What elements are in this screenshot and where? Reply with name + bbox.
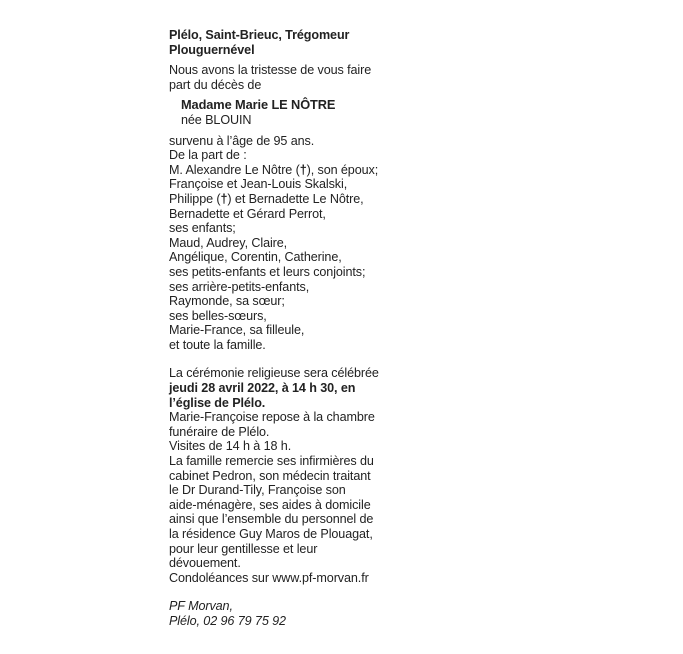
intro-line: Nous avons la tristesse de vous faire: [169, 63, 372, 78]
ceremony-line: Visites de 14 h à 18 h.: [169, 439, 292, 454]
family-line: Marie-France, sa filleule,: [169, 323, 305, 338]
header-line: Plouguernével: [169, 42, 255, 57]
ceremony-line: la résidence Guy Maros de Plouagat,: [169, 527, 373, 541]
notice-header-locations: [169, 28, 419, 57]
cross-icon: †: [220, 191, 228, 206]
family-line: Raymonde, sa sœur;: [169, 294, 285, 309]
deceased-block: [181, 98, 419, 127]
deceased-name: Madame Marie LE NÔTRE: [181, 97, 336, 113]
philippe-prefix: Philippe (: [169, 191, 221, 206]
condolences-line: Condoléances sur www.pf-morvan.fr: [169, 570, 369, 585]
husband-prefix: M. Alexandre Le Nôtre (: [169, 162, 300, 177]
family-line: Maud, Audrey, Claire,: [169, 235, 288, 250]
family-line: Bernadette et Gérard Perrot,: [169, 206, 326, 221]
funeral-home-signature: [169, 599, 419, 628]
ceremony-line: La famille remercie ses infirmières du: [169, 454, 374, 469]
ceremony-line: funéraire de Plélo.: [169, 424, 270, 439]
family-list: [169, 134, 419, 353]
age-line: survenu à l’âge de 95 ans.: [169, 133, 315, 148]
family-line: Françoise et Jean-Louis Skalski,: [169, 177, 348, 192]
philippe-line: [169, 192, 419, 207]
ceremony-line: cabinet Pedron, son médecin traitant: [169, 468, 371, 483]
from-line: De la part de :: [169, 148, 247, 163]
ceremony-line: Marie-Françoise repose à la chambre: [169, 410, 375, 425]
ceremony-line: ainsi que l’ensemble du personnel de: [169, 512, 374, 527]
philippe-suffix: ) et Bernadette Le Nôtre,: [227, 191, 364, 206]
footer-line: PF Morvan,: [169, 599, 233, 614]
family-line: Angélique, Corentin, Catherine,: [169, 250, 342, 265]
cross-icon: †: [299, 162, 307, 177]
ceremony-line: aide-ménagère, ses aides à domicile: [169, 497, 371, 512]
ceremony-place: l’église de Plélo.: [169, 395, 266, 410]
family-line: ses petits-enfants et leurs conjoints;: [169, 264, 366, 279]
deceased-maiden-name: née BLOUIN: [181, 112, 252, 127]
family-line: ses arrière-petits-enfants,: [169, 279, 310, 294]
family-line: et toute la famille.: [169, 337, 266, 352]
header-line: Plélo, Saint-Brieuc, Trégomeur: [169, 28, 350, 42]
obituary-notice: [169, 28, 419, 629]
notice-intro: [169, 63, 419, 92]
family-line: ses enfants;: [169, 221, 236, 236]
footer-line: Plélo, 02 96 79 75 92: [169, 613, 286, 628]
ceremony-line: pour leur gentillesse et leur: [169, 541, 318, 556]
ceremony-block: [169, 366, 419, 585]
ceremony-date: jeudi 28 avril 2022, à 14 h 30, en: [169, 381, 356, 396]
ceremony-line: dévouement.: [169, 556, 241, 571]
intro-line: part du décès de: [169, 77, 262, 92]
ceremony-intro: La cérémonie religieuse sera célébrée: [169, 366, 379, 381]
family-line: ses belles-sœurs,: [169, 308, 267, 323]
husband-line: [169, 163, 419, 178]
ceremony-line: le Dr Durand-Tily, Françoise son: [169, 483, 346, 498]
husband-suffix: ), son époux;: [306, 162, 379, 177]
